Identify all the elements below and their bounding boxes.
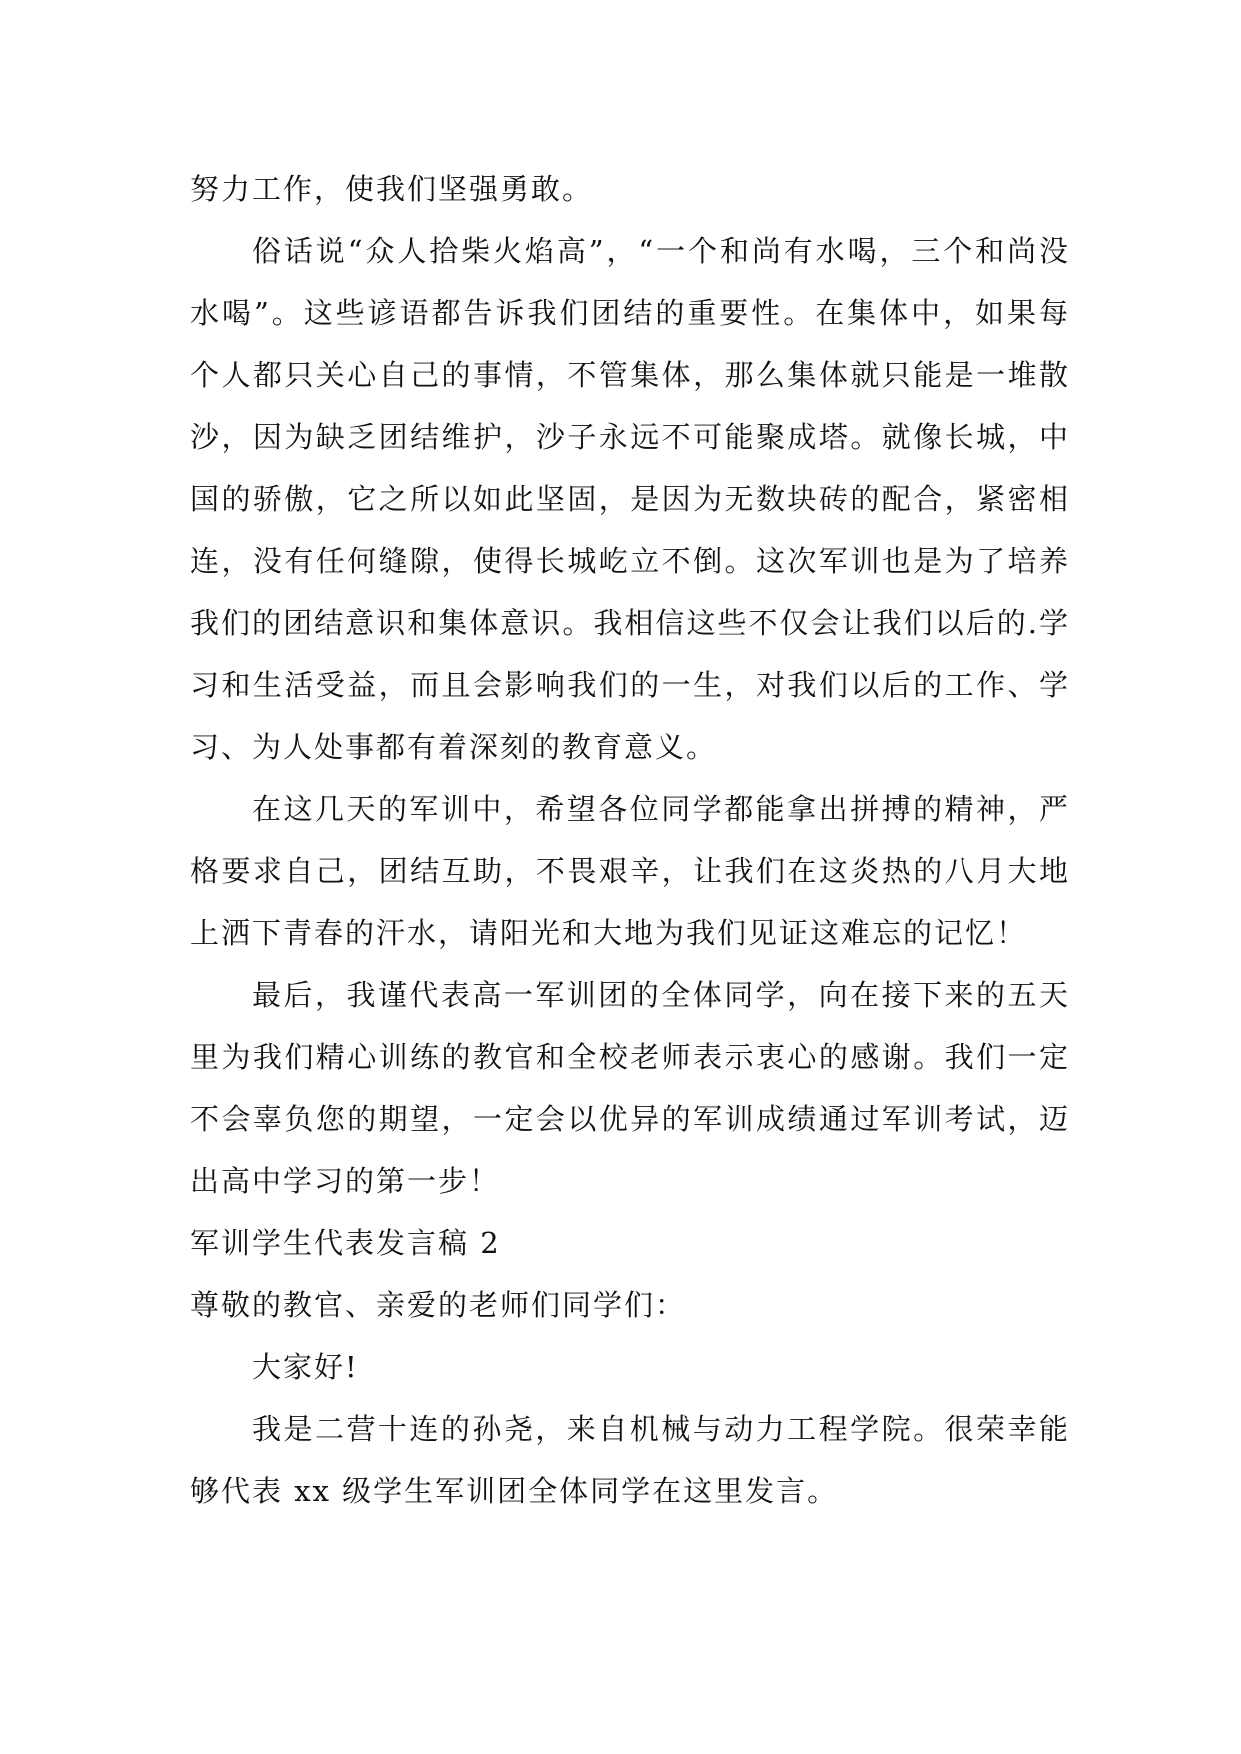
paragraph-intro: 我是二营十连的孙尧，来自机械与动力工程学院。很荣幸能够代表 xx 级学生军训团全体同学在这里发言。 (190, 1412, 1070, 1508)
paragraph-thanks: 最后，我谨代表高一军训团的全体同学，向在接下来的五天里为我们精心训练的教官和全校老师表示衷心的感谢。我们一定不会辜负您的期望，一定会以优异的军训成绩通过军训考试，迈出高中学习的第一步！ (190, 978, 1070, 1198)
greeting: 大家好! (252, 1350, 359, 1384)
document-body (190, 158, 1070, 1522)
paragraph-unity: 俗话说“众人拾柴火焰高”，“一个和尚有水喝，三个和尚没水喝”。这些谚语都告诉我们团结的重要性。在集体中，如果每个人都只关心自己的事情，不管集体，那么集体就只能是一堆散沙，因为缺乏团结维护，沙子永远不可能聚成塔。就像长城，中国的骄傲，它之所以如此坚固，是因为无数块砖的配合，紧密相连，没有任何缝隙，使得长城屹立不倒。这次军训也是为了培养我们的团结意识和集体意识。我相信这些不仅会让我们以后的.学习和生活受益，而且会影响我们的一生，对我们以后的工作、学习、为人处事都有着深刻的教育意义。 (190, 234, 1070, 764)
paragraph-hope: 在这几天的军训中，希望各位同学都能拿出拼搏的精神，严格要求自己，团结互助，不畏艰辛，让我们在这炎热的八月大地上洒下青春的汗水，请阳光和大地为我们见证这难忘的记忆！ (190, 792, 1070, 950)
section-title: 军训学生代表发言稿 2 (190, 1226, 501, 1260)
paragraph-continued: 努力工作，使我们坚强勇敢。 (190, 172, 594, 206)
salutation: 尊敬的教官、亲爱的老师们同学们： (190, 1288, 687, 1322)
